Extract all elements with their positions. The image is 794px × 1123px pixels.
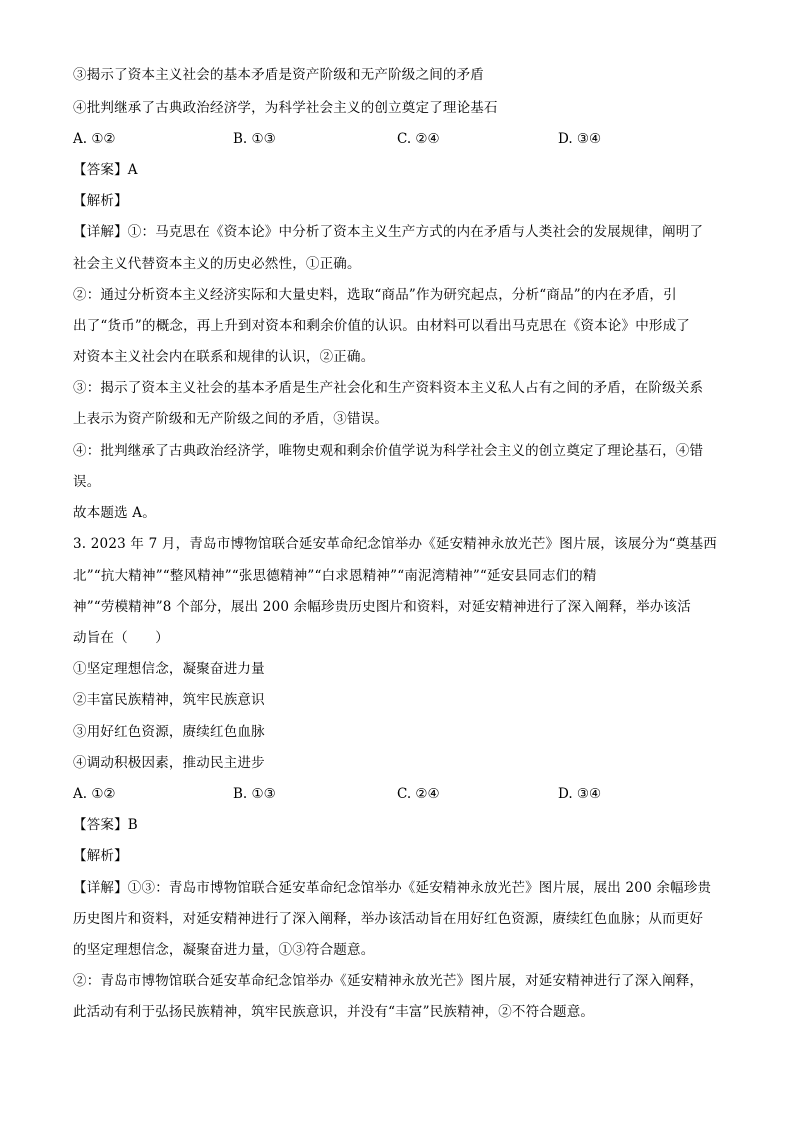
- q3-analysis-line: ②：青岛市博物馆联合延安革命纪念馆举办《延安精神永放光芒》图片展，对延安精神进行了深入阐释，: [73, 973, 704, 989]
- q2-analysis-line: 社会主义代替资本主义的历史必然性，①正确。: [73, 256, 361, 272]
- q3-stem-line: 3. 2023 年 7 月，青岛市博物馆联合延安革命纪念馆举办《延安精神永放光芒》图片展，该展分为“奠基西: [73, 536, 717, 552]
- q3-analysis-label: 【解析】: [73, 848, 128, 864]
- q2-analysis-line: 误。: [73, 474, 101, 490]
- q2-choices: [73, 129, 723, 149]
- q3-choice-a: A. ①②: [73, 786, 116, 802]
- q2-answer: 【答案】A: [73, 162, 138, 178]
- q3-analysis-line: 的坚定理想信念，凝聚奋进力量，①③符合题意。: [73, 942, 375, 958]
- q3-analysis-line: 此活动有利于弘扬民族精神，筑牢民族意识，并没有“丰富”民族精神，②不符合题意。: [73, 1004, 595, 1020]
- q2-analysis-line: 出了“货币”的概念，再上升到对资本和剩余价值的认识。由材料可以看出马克思在《资本论》中形成了: [73, 318, 691, 334]
- q2-choice-a: A. ①②: [73, 131, 116, 147]
- q2-analysis-label: 【解析】: [73, 193, 128, 209]
- q3-option-1: ①坚定理想信念，凝聚奋进力量: [73, 661, 265, 677]
- q3-choice-c: C. ②④: [397, 786, 440, 802]
- q2-option-4: ④批判继承了古典政治经济学，为科学社会主义的创立奠定了理论基石: [73, 100, 498, 116]
- q3-analysis-line: 历史图片和资料，对延安精神进行了深入阐释，举办该活动旨在用好红色资源，赓续红色血脉；从而更好: [73, 911, 704, 927]
- q3-analysis-line: 【详解】①③：青岛市博物馆联合延安革命纪念馆举办《延安精神永放光芒》图片展，展出 200 余幅珍贵: [73, 880, 712, 896]
- q3-option-3: ③用好红色资源，赓续红色血脉: [73, 724, 265, 740]
- q2-analysis-line: 【详解】①：马克思在《资本论》中分析了资本主义生产方式的内在矛盾与人类社会的发展规律，阐明了: [73, 224, 704, 240]
- q3-stem-line: 北”“抗大精神”“整风精神”“张思德精神”“白求恩精神”“南泥湾精神”“延安县同志们的精: [73, 568, 597, 584]
- q2-choice-b: B. ①③: [233, 131, 276, 147]
- q3-answer: 【答案】B: [73, 817, 138, 833]
- q3-option-4: ④调动积极因素，推动民主进步: [73, 755, 265, 771]
- q2-conclusion: 故本题选 A。: [73, 505, 156, 521]
- q2-analysis-line: 上表示为资产阶级和无产阶级之间的矛盾，③错误。: [73, 411, 389, 427]
- q3-choice-b: B. ①③: [233, 786, 276, 802]
- q2-analysis-line: ④：批判继承了古典政治经济学，唯物史观和剩余价值学说为科学社会主义的创立奠定了理论基石，④错: [73, 443, 704, 459]
- q2-analysis-line: ②：通过分析资本主义经济实际和大量史料，选取“商品”作为研究起点，分析“商品”的内在矛盾，引: [73, 287, 677, 303]
- q2-choice-d: D. ③④: [558, 131, 602, 147]
- q2-choice-c: C. ②④: [397, 131, 440, 147]
- q3-choices: [73, 784, 723, 804]
- q3-option-2: ②丰富民族精神，筑牢民族意识: [73, 692, 265, 708]
- q2-analysis-line: ③：揭示了资本主义社会的基本矛盾是生产社会化和生产资料资本主义私人占有之间的矛盾，在阶级关系: [73, 380, 704, 396]
- q3-stem-line: 动旨在（ ）: [73, 630, 169, 646]
- q3-stem-line: 神”“劳模精神”8 个部分，展出 200 余幅珍贵历史图片和资料，对延安精神进行了深入阐释，举办该活: [73, 599, 691, 615]
- q2-option-3: ③揭示了资本主义社会的基本矛盾是资产阶级和无产阶级之间的矛盾: [73, 67, 484, 83]
- q2-analysis-line: 对资本主义社会内在联系和规律的认识，②正确。: [73, 349, 375, 365]
- q3-choice-d: D. ③④: [558, 786, 602, 802]
